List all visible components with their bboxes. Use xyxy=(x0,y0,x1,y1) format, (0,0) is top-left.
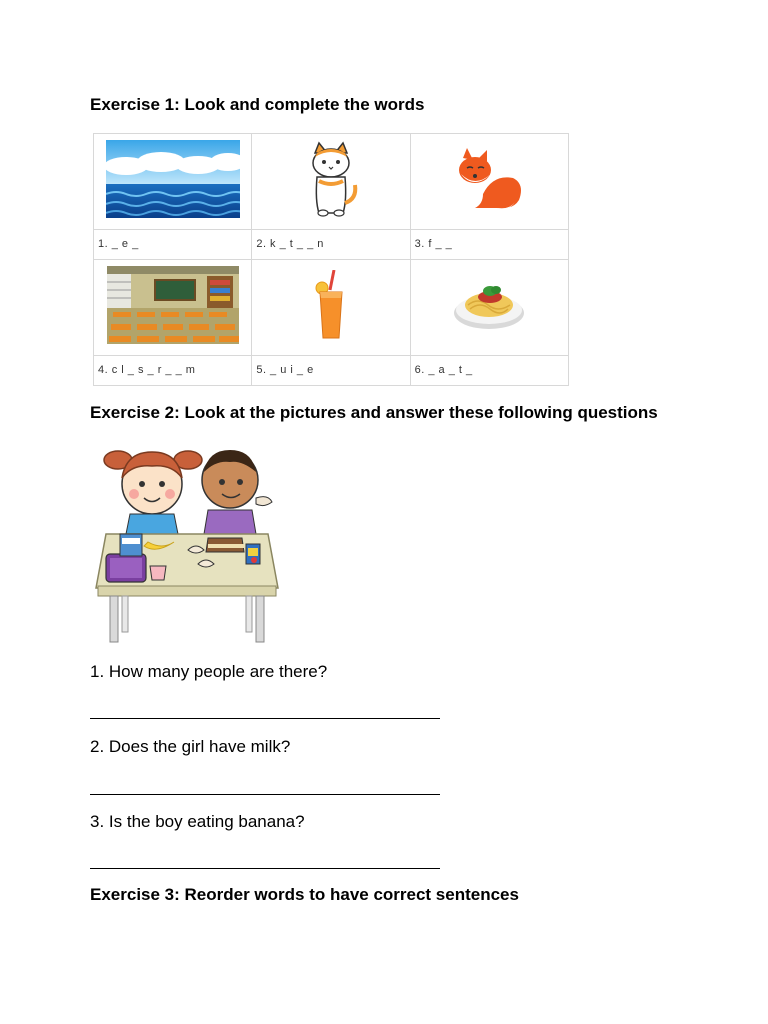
question-2: 2. Does the girl have milk? xyxy=(90,737,291,756)
kitten-icon xyxy=(301,141,361,217)
pasta-icon xyxy=(452,277,526,333)
picture-cell xyxy=(410,134,568,230)
word-puzzle-label: 4. c l _ s _ r _ _ m xyxy=(94,355,252,386)
word-puzzle-label: 3. f _ _ xyxy=(410,229,568,259)
question-1: 1. How many people are there? xyxy=(90,662,328,681)
answer-line-2[interactable] xyxy=(90,794,440,795)
classroom-icon xyxy=(107,266,239,344)
picture-cell xyxy=(94,259,252,355)
exercise-2-title: Exercise 2: Look at the pictures and answer these following questions xyxy=(90,403,658,422)
picture-cell xyxy=(252,259,410,355)
exercise-1-picture-grid xyxy=(93,133,569,386)
picture-cell xyxy=(410,259,568,355)
exercise-1-title: Exercise 1: Look and complete the words xyxy=(90,95,425,114)
picture-cell xyxy=(252,134,410,230)
answer-line-1[interactable] xyxy=(90,718,440,719)
exercise-3-title: Exercise 3: Reorder words to have correct sentences xyxy=(90,885,519,904)
word-puzzle-label: 5. _ u i _ e xyxy=(252,355,410,386)
question-3: 3. Is the boy eating banana? xyxy=(90,812,305,831)
word-puzzle-label: 2. k _ t _ _ n xyxy=(252,229,410,259)
word-puzzle-label: 1. _ e _ xyxy=(94,229,252,259)
juice-icon xyxy=(314,270,348,340)
picture-cell xyxy=(94,134,252,230)
kids-lunch-illustration xyxy=(92,438,282,648)
fox-icon xyxy=(453,144,525,214)
girl-figure xyxy=(104,451,202,534)
boy-figure xyxy=(202,450,272,534)
word-puzzle-label: 6. _ a _ t _ xyxy=(410,355,568,386)
answer-line-3[interactable] xyxy=(90,868,440,869)
sea-icon xyxy=(106,140,240,218)
